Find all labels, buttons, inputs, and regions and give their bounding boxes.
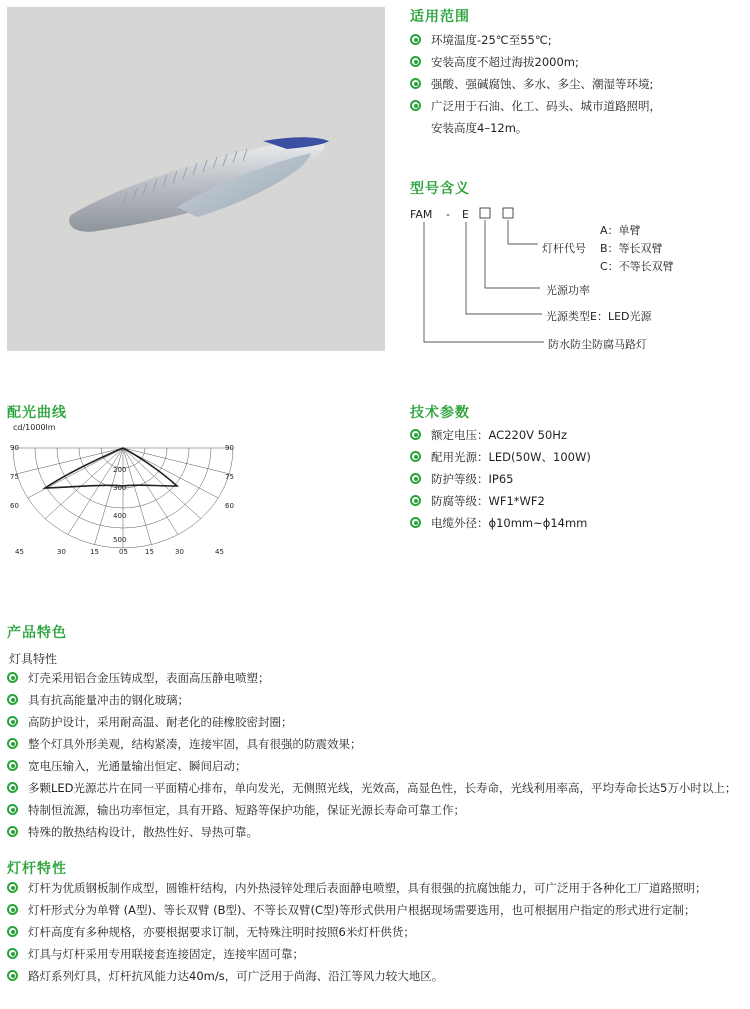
- angle-label-left: 60: [10, 502, 19, 510]
- list-item: 灯杆为优质钢板制作成型，圆锥杆结构，内外热浸锌处理后表面静电喷塑，具有很强的抗腐蚀能力，可广泛用于各种化工厂道路照明；: [7, 877, 745, 899]
- radial-label: 400: [113, 512, 127, 520]
- list-item: 灯具与灯杆采用专用联接套连接固定，连接牢固可靠；: [7, 943, 745, 965]
- tech-title: 技术参数: [410, 405, 470, 421]
- bullet-icon: [7, 760, 18, 771]
- light-curve-title: 配光曲线: [7, 405, 67, 421]
- angle-label-right: 75: [225, 473, 234, 481]
- pole-code-label: 灯杆代号: [542, 242, 586, 255]
- list-item: 强酸、强碱腐蚀、多水、多尘、潮湿等环境;: [410, 73, 745, 95]
- pole-features-title: 灯杆特性: [7, 861, 67, 877]
- grid-ray: [123, 448, 229, 474]
- grid-ray: [17, 448, 123, 474]
- curve-grid: [13, 448, 233, 548]
- list-item: 防护等级：IP65: [410, 468, 740, 490]
- bullet-icon: [7, 948, 18, 959]
- list-item: 配用光源：LED(50W、100W): [410, 446, 740, 468]
- bottom-label: 05: [119, 548, 128, 556]
- source-type-label: 光源类型E：LED光源: [546, 310, 652, 323]
- list-item: 路灯系列灯具，灯杆抗风能力达40m/s，可广泛用于尚海、沿江等风力较大地区。: [7, 965, 745, 987]
- list-item: 额定电压：AC220V 50Hz: [410, 424, 740, 446]
- list-item: 多颗LED光源芯片在同一平面精心排布，单向发光，无侧照光线，光效高，高显色性，长寿命，光线利用率高，平均寿命长达5万小时以上；: [7, 777, 745, 799]
- list-item: 安装高度不超过海拔2000m;: [410, 51, 745, 73]
- lamp-features-list: [7, 667, 745, 843]
- grid-ray: [123, 448, 201, 519]
- radial-label: 200: [113, 466, 127, 474]
- list-item: 具有抗高能量冲击的钢化玻璃；: [7, 689, 745, 711]
- pole-type-a: A：单臂: [600, 224, 641, 237]
- bullet-icon: [7, 782, 18, 793]
- bottom-label: 15: [90, 548, 99, 556]
- grid-ray: [123, 448, 178, 535]
- bottom-label: 45: [15, 548, 24, 556]
- pole-type-c: C：不等长双臂: [600, 260, 674, 273]
- bullet-icon: [7, 716, 18, 727]
- bullet-icon: [7, 804, 18, 815]
- tech-list: [410, 424, 740, 534]
- bullet-icon: [410, 517, 421, 528]
- bullet-icon: [410, 495, 421, 506]
- model-box-1: [480, 208, 490, 218]
- list-item: 电缆外径：ϕ10mm~ϕ14mm: [410, 512, 740, 534]
- radial-label: 500: [113, 536, 127, 544]
- features-title: 产品特色: [7, 625, 67, 641]
- model-code-dash: -: [446, 208, 450, 221]
- bullet-icon: [410, 34, 421, 45]
- list-item: 灯杆形式分为单臂 (A型)、等长双臂 (B型)、不等长双臂(C型)等形式供用户根据现场需要选用，也可根据用户指定的形式进行定制；: [7, 899, 745, 921]
- model-title: 型号含义: [410, 181, 470, 197]
- bullet-icon: [7, 970, 18, 981]
- angle-label-right: 60: [225, 502, 234, 510]
- model-box-2: [503, 208, 513, 218]
- list-item: 整个灯具外形美观，结构紧凑，连接牢固，具有很强的防震效果；: [7, 733, 745, 755]
- model-diagram: [408, 200, 728, 360]
- bullet-icon: [7, 694, 18, 705]
- bullet-icon: [410, 429, 421, 440]
- list-item: 灯壳采用铝合金压铸成型，表面高压静电喷塑；: [7, 667, 745, 689]
- list-item: 环境温度-25℃至55℃;: [410, 29, 745, 51]
- list-item: 宽电压输入，光通量输出恒定、瞬间启动；: [7, 755, 745, 777]
- lamp-features-subtitle: 灯具特性: [9, 652, 58, 666]
- list-item: 高防护设计，采用耐高温、耐老化的硅橡胶密封圈；: [7, 711, 745, 733]
- pole-features-list: [7, 877, 745, 987]
- bullet-icon: [7, 826, 18, 837]
- applicability-list: [410, 29, 745, 139]
- bottom-label: 30: [57, 548, 66, 556]
- angle-label-left: 75: [10, 473, 19, 481]
- bullet-icon: [7, 904, 18, 915]
- applicability-title: 适用范围: [410, 9, 470, 25]
- bottom-label: 15: [145, 548, 154, 556]
- list-item: 广泛用于石油、化工、码头、城市道路照明， 安装高度4–12m。: [410, 95, 745, 139]
- angle-label-left: 90: [10, 444, 19, 452]
- list-item: 防腐等级：WF1*WF2: [410, 490, 740, 512]
- list-item: 灯杆高度有多种规格，亦要根据要求订制，无特殊注明时按照6米灯杆供货；: [7, 921, 745, 943]
- bullet-icon: [7, 672, 18, 683]
- radial-label: 300: [113, 484, 127, 492]
- bullet-icon: [7, 882, 18, 893]
- model-code-e: E: [462, 208, 469, 221]
- bullet-icon: [410, 56, 421, 67]
- bullet-icon: [410, 451, 421, 462]
- list-item: 特制恒流源，输出功率恒定，具有开路、短路等保护功能，保证光源长寿命可靠工作；: [7, 799, 745, 821]
- bullet-icon: [410, 100, 421, 111]
- bottom-label: 30: [175, 548, 184, 556]
- power-label: 光源功率: [546, 284, 590, 297]
- product-label: 防水防尘防腐马路灯: [548, 338, 647, 351]
- model-code-prefix: FAM: [410, 208, 433, 221]
- list-continuation: 安装高度4–12m。: [431, 121, 528, 135]
- list-item: 特殊的散热结构设计，散热性好、导热可靠。: [7, 821, 745, 843]
- curve-line: [45, 448, 177, 488]
- bullet-icon: [410, 78, 421, 89]
- angle-label-right: 90: [225, 444, 234, 452]
- pole-type-b: B：等长双臂: [600, 242, 663, 255]
- curve-unit: cd/1000lm: [13, 423, 56, 432]
- street-light-image: [7, 7, 385, 351]
- bullet-icon: [7, 926, 18, 937]
- grid-ray: [95, 448, 123, 545]
- product-photo: [7, 7, 385, 351]
- bullet-icon: [7, 738, 18, 749]
- light-curve-chart: [5, 420, 245, 560]
- bottom-label: 45: [215, 548, 224, 556]
- grid-ray: [45, 448, 123, 519]
- grid-ray: [28, 448, 123, 498]
- bullet-icon: [410, 473, 421, 484]
